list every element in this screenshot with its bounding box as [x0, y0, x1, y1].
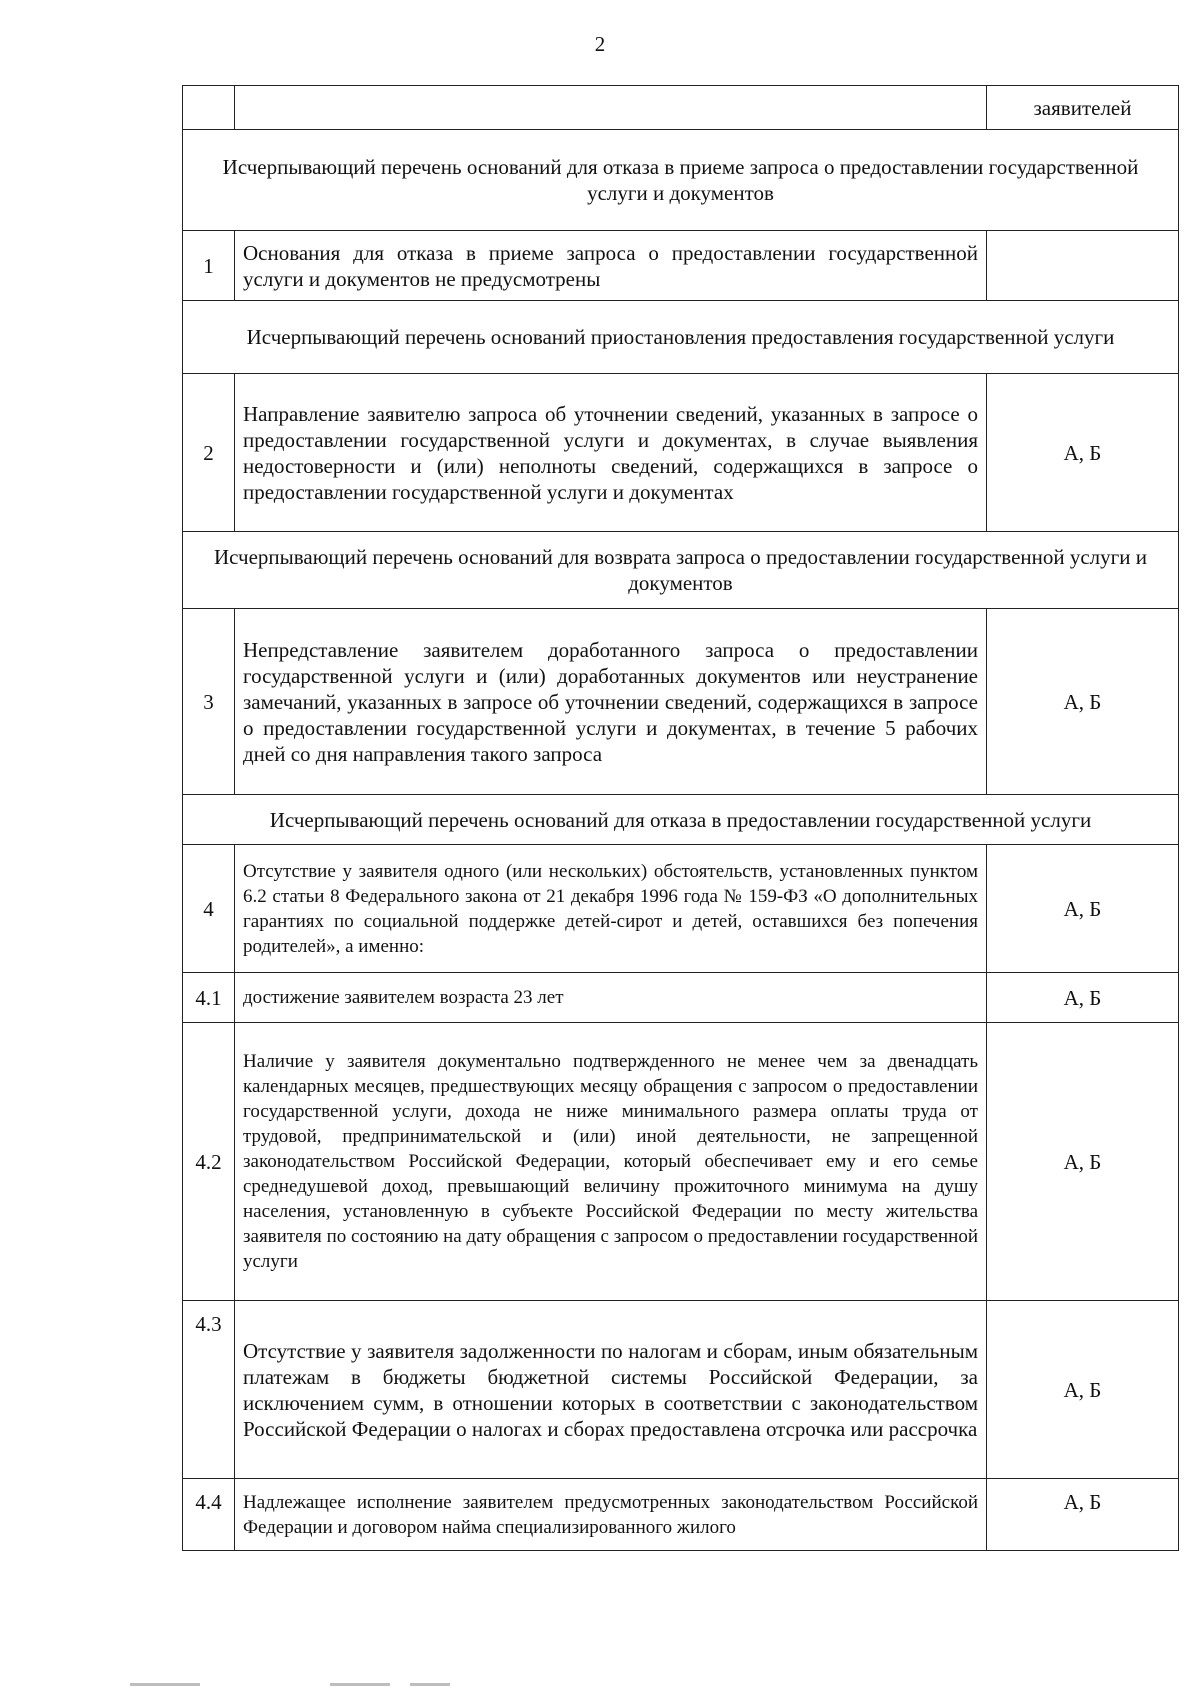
scan-artifact — [130, 1683, 200, 1686]
table-row — [183, 1023, 1179, 1301]
section-title: Исчерпывающий перечень оснований для отказа в приеме запроса о предоставлении государственной услуги и документов — [183, 130, 1179, 231]
row-number: 3 — [183, 609, 235, 795]
applicant-categories: А, Б — [987, 973, 1179, 1023]
applicant-categories: А, Б — [987, 374, 1179, 532]
section-header-row — [183, 532, 1179, 609]
applicant-categories — [987, 231, 1179, 301]
table-row — [183, 1301, 1179, 1479]
row-number: 4 — [183, 845, 235, 973]
row-text: Непредставление заявителем доработанного запроса о предоставлении государственной услуги и (или) доработанных документов или неустранение замечаний, указанных в запросе об уточнении сведений, содержащихся в запросе о предоставлении государственной услуги и документах, в течение 5 рабочих дней со дня направления такого запроса — [235, 609, 987, 795]
section-header-row — [183, 130, 1179, 231]
table-row — [183, 374, 1179, 532]
row-text: Отсутствие у заявителя задолженности по налогам и сборам, иным обязательным платежам в бюджеты бюджетной системы Российской Федерации, за исключением сумм, в отношении которых в соответствии с законодательством Российской Федерации о налогах и сборах предоставлена отсрочка или рассрочка — [235, 1301, 987, 1479]
row-text: Основания для отказа в приеме запроса о предоставлении государственной услуги и документов не предусмотрены — [235, 231, 987, 301]
applicant-categories: заявителей — [987, 86, 1179, 130]
row-text: Надлежащее исполнение заявителем предусмотренных законодательством Российской Федерации и договором найма специализированного жилого — [235, 1479, 987, 1551]
section-title: Исчерпывающий перечень оснований для возврата запроса о предоставлении государственной услуги и документов — [183, 532, 1179, 609]
row-text: Наличие у заявителя документально подтвержденного не менее чем за двенадцать календарных месяцев, предшествующих месяцу обращения с запросом о предоставлении государственной услуги, дохода не ниже минимального размера оплаты труда от трудовой, предпринимательской и (или) иной деятельности, не запрещенной законодательством Российской Федерации, который обеспечивает ему и его семье среднедушевой доход, превышающий величину прожиточного минимума на душу населения, установленную в субъекте Российской Федерации по месту жительства заявителя по состоянию на дату обращения с запросом о предоставлении государственной услуги — [235, 1023, 987, 1301]
table-row — [183, 845, 1179, 973]
section-title: Исчерпывающий перечень оснований приостановления предоставления государственной услуги — [183, 301, 1179, 374]
page-number: 2 — [594, 32, 606, 56]
row-number: 4.2 — [183, 1023, 235, 1301]
row-number: 4.4 — [183, 1479, 235, 1551]
row-text: Направление заявителю запроса об уточнении сведений, указанных в запросе о предоставлении государственной услуги и документах, в случае выявления недостоверности и (или) неполноты сведений, содержащихся в запросе о предоставлении государственной услуги и документах — [235, 374, 987, 532]
row-text — [235, 86, 987, 130]
section-header-row — [183, 795, 1179, 845]
table-row — [183, 973, 1179, 1023]
row-number: 1 — [183, 231, 235, 301]
row-text: достижение заявителем возраста 23 лет — [235, 973, 987, 1023]
applicant-categories: А, Б — [987, 1479, 1179, 1551]
table-row — [183, 1479, 1179, 1551]
applicant-categories: А, Б — [987, 609, 1179, 795]
row-number: 4.1 — [183, 973, 235, 1023]
section-title: Исчерпывающий перечень оснований для отказа в предоставлении государственной услуги — [183, 795, 1179, 845]
scan-artifact — [330, 1683, 390, 1686]
applicant-categories: А, Б — [987, 845, 1179, 973]
section-header-row — [183, 301, 1179, 374]
row-number — [183, 86, 235, 130]
row-number: 2 — [183, 374, 235, 532]
scan-artifact — [410, 1683, 450, 1686]
row-number: 4.3 — [183, 1301, 235, 1479]
table-row — [183, 231, 1179, 301]
applicant-categories: А, Б — [987, 1023, 1179, 1301]
table-row — [183, 86, 1179, 130]
table-row — [183, 609, 1179, 795]
row-text: Отсутствие у заявителя одного (или нескольких) обстоятельств, установленных пунктом 6.2 статьи 8 Федерального закона от 21 декабря 1996 года № 159-ФЗ «О дополнительных гарантиях по социальной поддержке детей-сирот и детей, оставшихся без попечения родителей», а именно: — [235, 845, 987, 973]
grounds-table — [182, 85, 1179, 1551]
applicant-categories: А, Б — [987, 1301, 1179, 1479]
